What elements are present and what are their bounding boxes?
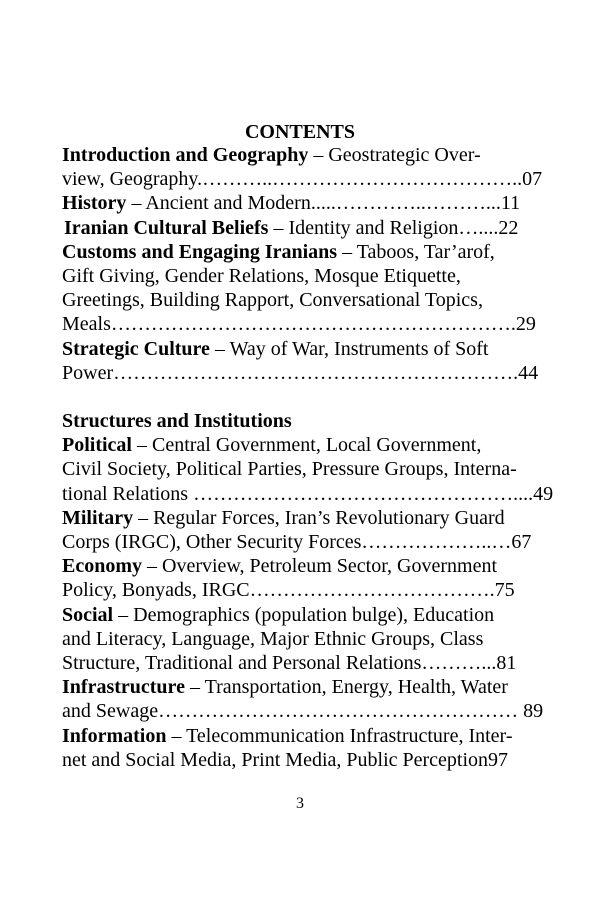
section-gap [62,385,550,409]
toc-section-title: Economy [62,555,142,578]
toc-line [62,578,550,602]
toc-line [62,530,550,554]
toc-line [62,143,550,167]
toc-line-text: – Geostrategic Over- [308,144,481,166]
toc-line-text: view, Geography.………..………………………………..07 [62,168,543,191]
table-of-contents [62,143,554,772]
toc-line [62,457,550,481]
toc-line [62,506,550,530]
toc-line-text: – Overview, Petroleum Sector, Government [142,555,498,578]
toc-line [62,288,550,312]
toc-section-title: Iranian Cultural Beliefs [64,216,269,239]
toc-line [62,409,550,433]
toc-section-title: Customs and Engaging Iranians [62,240,338,263]
toc-line [62,651,550,675]
toc-line-text: net and Social Media, Print Media, Public Perception97 [62,748,509,771]
toc-line-text: – Ancient and Modern.....…………..………...11 [126,192,521,215]
toc-line-text: and Sewage……………………………………………… 89 [62,700,544,723]
toc-line [62,167,550,191]
toc-line [62,724,550,748]
toc-line [62,337,550,361]
toc-line [62,554,550,578]
toc-line-text: Greetings, Building Rapport, Conversational Topics, [62,289,483,312]
toc-line [62,240,550,264]
toc-section-title: Infrastructure [62,676,185,699]
toc-section-title: Social [62,603,114,626]
toc-line-text: and Literacy, Language, Major Ethnic Groups, Class [62,627,484,650]
toc-line-text: Policy, Bonyads, IRGC……………………………….75 [62,579,515,602]
toc-line [62,264,550,288]
toc-line [62,482,554,506]
toc-line-text: – Identity and Religion…....22 [268,216,519,239]
toc-line-text: – Way of War, Instruments of Soft [209,337,489,360]
toc-line [62,675,550,699]
toc-section-title: Structures and Institutions [62,410,292,433]
toc-line-text: Power…………………………………………………….44 [62,361,539,384]
toc-section-title: Introduction and Geography [62,144,309,166]
toc-line-text: Structure, Traditional and Personal Relations………...81 [62,651,517,674]
toc-line [62,748,550,772]
toc-line [62,216,550,240]
toc-line-text: – Transportation, Energy, Health, Water [184,676,508,699]
toc-line-text: – Demographics (population bulge), Education [113,603,495,626]
toc-line [62,699,550,723]
toc-section-title: History [62,192,127,215]
toc-line-text: – Central Government, Local Government, [131,434,482,457]
toc-section-title: Strategic Culture [62,337,210,360]
toc-line-text: Gift Giving, Gender Relations, Mosque Etiquette, [62,264,461,287]
toc-line-text: – Telecommunication Infrastructure, Inter- [166,724,513,747]
toc-section-title: Military [62,506,134,529]
toc-line-text: – Taboos, Tar’arof, [337,240,495,263]
toc-section-title: Political [62,434,132,457]
toc-line [62,433,550,457]
toc-line-text: Corps (IRGC), Other Security Forces………………..…67 [62,531,532,553]
toc-line-text: Civil Society, Political Parties, Pressure Groups, Interna- [62,458,517,481]
toc-line [62,361,550,385]
page-number: 3 [296,795,304,812]
toc-line-text: – Regular Forces, Iran’s Revolutionary Guard [133,506,505,529]
toc-line-text: tional Relations …………………………………………....49 [62,482,554,505]
toc-line-text: Meals…………………………………………………….29 [62,313,536,336]
contents-heading: CONTENTS [244,121,356,143]
toc-line [62,603,550,627]
toc-line [62,627,550,651]
toc-line [62,312,550,336]
toc-line [62,191,550,215]
toc-section-title: Information [62,724,167,747]
